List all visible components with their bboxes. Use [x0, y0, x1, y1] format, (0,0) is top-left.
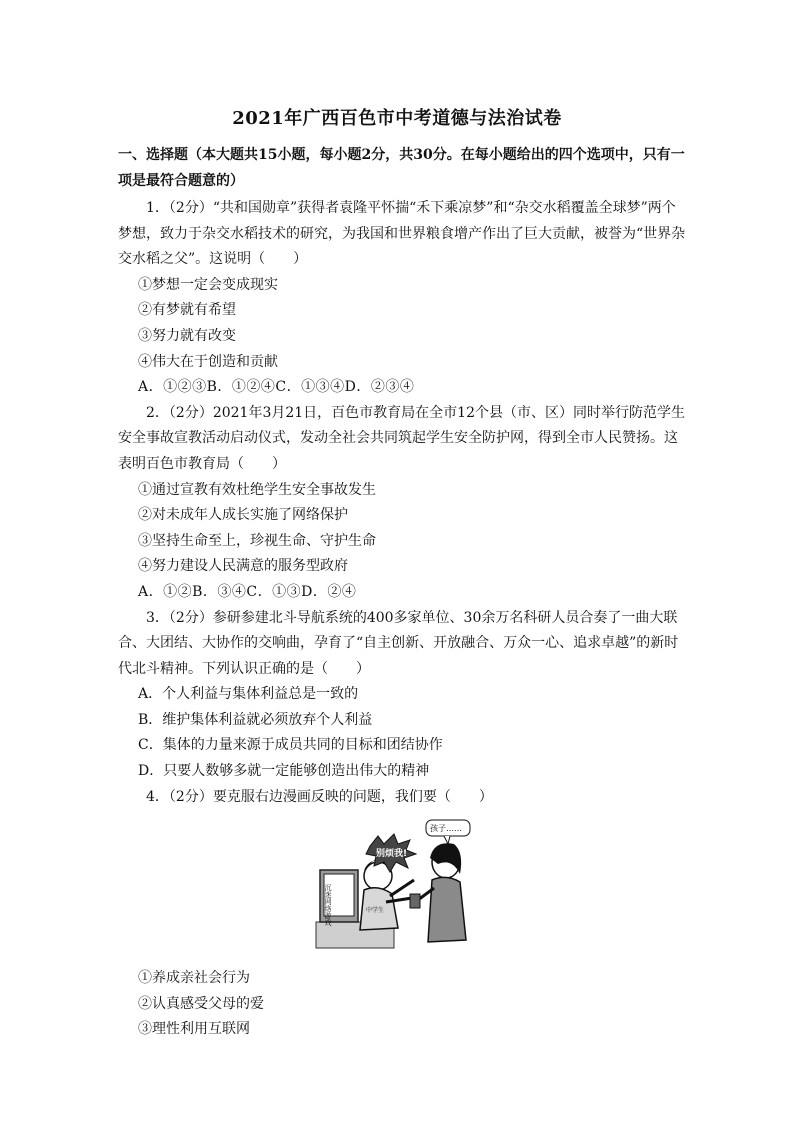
statement-item: ④努力建设人民满意的服务型政府: [138, 558, 348, 575]
question-stem: 1．（2分）“共和国勋章”获得者袁隆平怀揣“禾下乘凉梦”和“杂交水稻覆盖全球梦”两个梦想，致力于杂交水稻技术的研究，为我国和世界粮食增产作出了巨大贡献，被誉为“世界杂交水稻之父”。这说明（ ）: [118, 200, 686, 268]
answer-option-b: B．维护集体利益就必须放弃个人利益: [138, 711, 373, 728]
statement-item: ②有梦就有希望: [138, 302, 236, 319]
question-4: [118, 785, 688, 1043]
page-title: 2021年广西百色市中考道德与法治试卷: [232, 108, 562, 129]
question-stem: 3．（2分）参研参建北斗导航系统的400多家单位、30余万名科研人员合奏了一曲大联合、大团结、大协作的交响曲，孕育了“自主创新、开放融合、万众一心、追求卓越”的新时代北斗精神。下列认识正确的是（ ）: [118, 609, 679, 677]
question-2: [118, 401, 688, 606]
statement-item: ②认真感受父母的爱: [138, 995, 264, 1012]
question-3: [118, 606, 688, 785]
child-speech-text: 别烦我!: [376, 849, 408, 860]
statement-item: ③努力就有改变: [138, 327, 236, 344]
statement-item: ③坚持生命至上，珍视生命、守护生命: [138, 532, 376, 549]
monitor-text: 沉迷网络游戏: [324, 884, 332, 927]
mother-body: [428, 878, 466, 943]
answer-option-d: D．只要人数够多就一定能够创造出伟大的精神: [138, 763, 430, 780]
phone-shape: [410, 894, 420, 908]
question-stem: 2．（2分）2021年3月21日，百色市教育局在全市12个县（市、区）同时举行防范学生安全事故宣教活动启动仪式，发动全社会共同筑起学生安全防护网，得到全市人民赞扬。这表明百色市教育局（ ）: [118, 404, 685, 472]
answer-choices: A．①②B．③④C．①③D．②④: [138, 583, 357, 600]
cartoon-image: [314, 818, 478, 952]
statement-item: ②对未成年人成长实施了网络保护: [138, 507, 348, 524]
question-list: [118, 196, 688, 1043]
answer-option-a: A．个人利益与集体利益总是一致的: [138, 686, 359, 703]
question-1: [118, 196, 688, 401]
answer-option-c: C．集体的力量来源于成员共同的目标和团结协作: [138, 737, 443, 754]
statement-item: ①梦想一定会变成现实: [138, 276, 278, 293]
statement-item: ④伟大在于创造和贡献: [138, 353, 278, 370]
statement-item: ①通过宣教有效杜绝学生安全事故发生: [138, 481, 376, 498]
statement-item: ③理性利用互联网: [138, 1021, 250, 1038]
mother-speech-text: 孩子……: [430, 824, 462, 834]
statement-item: ①养成亲社会行为: [138, 970, 250, 987]
section-heading: 一、选择题（本大题共15小题，每小题2分，共30分。在每小题给出的四个选项中，只有一项是最符合题意的）: [118, 147, 685, 189]
answer-choices: A．①②③B．①②④C．①③④D．②③④: [138, 379, 415, 396]
shirt-text: 中学生: [366, 907, 385, 915]
question-stem: 4．（2分）要克服右边漫画反映的问题，我们要（ ）: [146, 788, 493, 805]
